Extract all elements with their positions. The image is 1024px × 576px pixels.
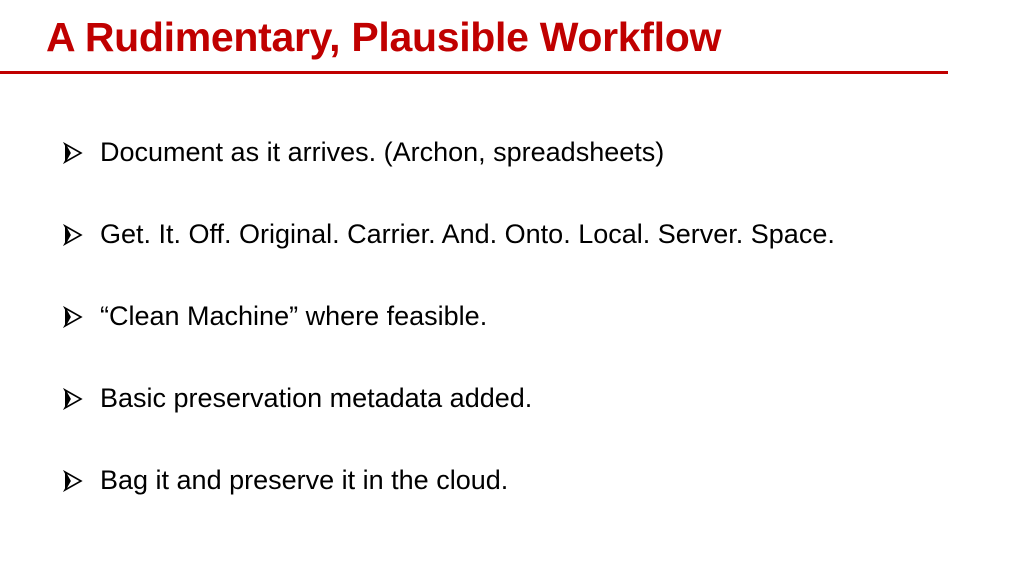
list-item [62,132,835,173]
arrow-bullet-icon [62,388,100,410]
slide-title: A Rudimentary, Plausible Workflow [46,14,722,60]
list-item [62,296,835,337]
bullet-text: Bag it and preserve it in the cloud. [100,465,509,495]
bullet-text: Get. It. Off. Original. Carrier. And. Onto. Local. Server. Space. [100,219,835,249]
list-item [62,460,835,501]
arrow-bullet-icon [62,224,100,246]
bullet-text: Document as it arrives. (Archon, spreadsheets) [100,137,665,167]
list-item [62,378,835,419]
arrow-bullet-icon [62,306,100,328]
bullet-text: “Clean Machine” where feasible. [100,301,488,331]
bullet-list [62,132,835,542]
title-underline [0,71,948,74]
bullet-text: Basic preservation metadata added. [100,383,533,413]
arrow-bullet-icon [62,142,100,164]
list-item [62,214,835,255]
arrow-bullet-icon [62,470,100,492]
